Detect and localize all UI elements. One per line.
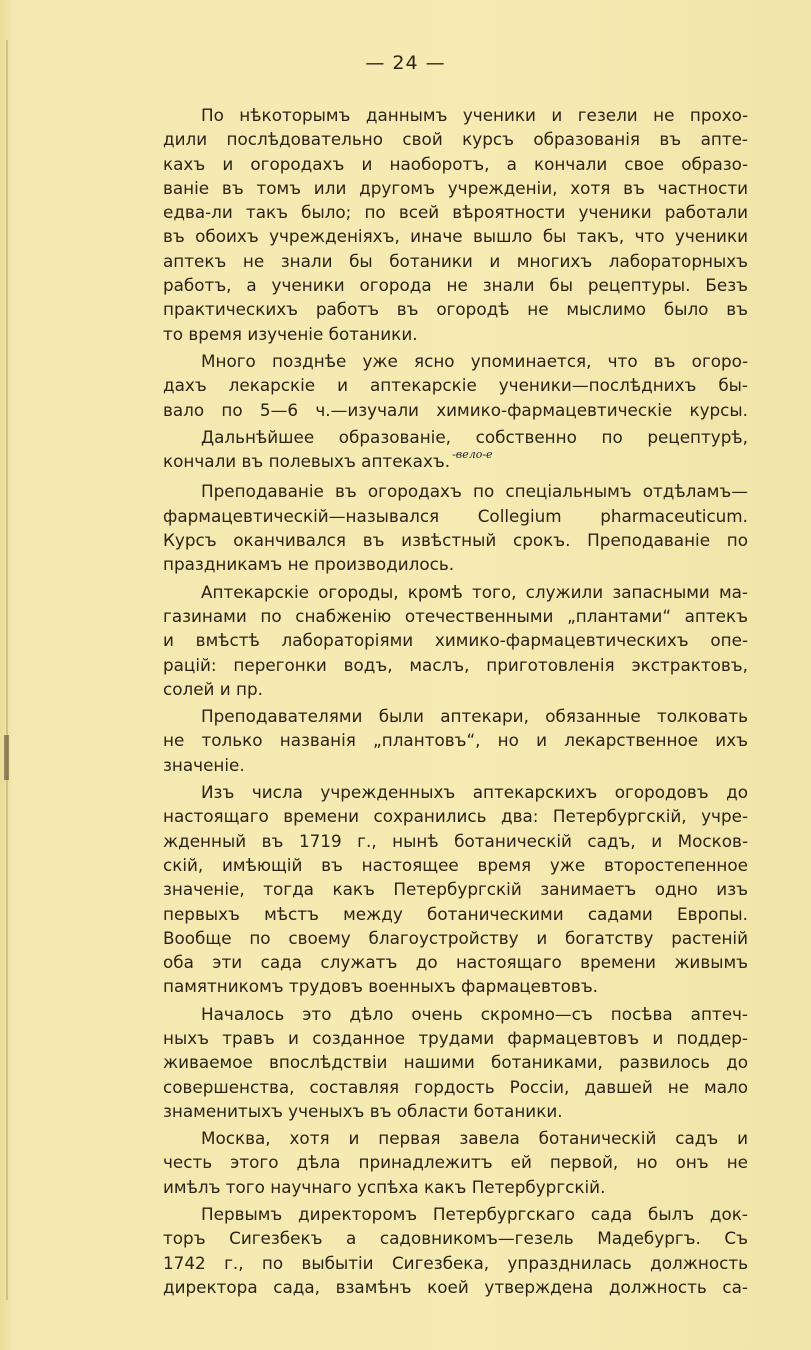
paragraph-7 — [163, 780, 748, 999]
text-line: Дальнѣйшее образованіе, собственно по рецептурѣ, — [201, 426, 748, 447]
text-line: дахъ лекарскіе и аптекарскіе ученики—послѣднихъ бы- — [163, 375, 748, 396]
text-line: памятникомъ трудовъ военныхъ фармацевтовъ. — [163, 976, 599, 997]
text-line: скій, имѣющій въ настоящее время уже второстепенное — [163, 854, 748, 875]
text-line: Москва, хотя и первая завела ботаническій садъ и — [201, 1128, 748, 1149]
text-line: едва-ли такъ было; по всей вѣроятности ученики работали — [163, 202, 748, 223]
text-line: кахъ и огородахъ и наоборотъ, а кончали свое образо- — [163, 153, 748, 174]
paragraph-1 — [163, 103, 748, 346]
text-line: значеніе, тогда какъ Петербургскій занимаетъ одно изъ — [163, 879, 748, 900]
paragraph-6 — [163, 704, 748, 777]
text-line: ныхъ травъ и созданное трудами фармацевтовъ и поддер- — [163, 1027, 748, 1048]
text-line: Началось это дѣло очень скромно—съ посѣва аптеч- — [201, 1003, 748, 1024]
paragraph-2 — [163, 349, 748, 422]
handwritten-note: -вело-е — [452, 448, 493, 462]
text-line: По нѣкоторымъ даннымъ ученики и гезели не прохо- — [201, 105, 748, 125]
body-text — [163, 103, 748, 1302]
text-line: то время изученіе ботаники. — [163, 323, 418, 344]
text-line: Первымъ директоромъ Петербургскаго сада былъ док- — [201, 1204, 748, 1225]
text-line: честь этого дѣла принадлежитъ ей первой, но онъ не — [163, 1152, 748, 1173]
text-line: первыхъ мѣстъ между ботаническими садами Европы. — [163, 903, 748, 924]
text-line: значеніе. — [163, 754, 245, 775]
text-line: директора сада, взамѣнъ коей утверждена должность са- — [163, 1276, 748, 1297]
page-edge-line — [6, 40, 8, 1300]
text-line: аптекъ не знали бы ботаники и многихъ лабораторныхъ — [163, 250, 748, 271]
text-line: практическихъ работъ въ огородѣ не мыслимо было въ — [163, 299, 748, 320]
text-line: въ обоихъ учрежденіяхъ, иначе вышло бы такъ, что ученики — [163, 226, 748, 247]
text-line — [163, 449, 748, 476]
text-line: работъ, а ученики огорода не знали бы рецептуры. Безъ — [163, 275, 748, 296]
paragraph-5 — [163, 580, 748, 701]
text-line: живаемое впослѣдствіи нашими ботаниками, развилось до — [163, 1052, 748, 1073]
text-line: и вмѣстѣ лабораторіями химико-фармацевтическихъ опе- — [163, 630, 748, 651]
text-line: совершенства, составляя гордость Россіи, давшей не мало — [163, 1076, 748, 1097]
text-line: имѣлъ того научнаго успѣха какъ Петербургскій. — [163, 1176, 606, 1197]
text-line: знаменитыхъ ученыхъ въ области ботаники. — [163, 1100, 563, 1121]
text-line: праздникамъ не производилось. — [163, 554, 455, 575]
text-line: 1742 г., по выбытіи Сигезбека, упразднилась должность — [163, 1252, 748, 1273]
text-line: Преподавателями были аптекари, обязанные толковать — [201, 706, 748, 727]
text-line: оба эти сада служатъ до настоящаго времени живымъ — [163, 952, 748, 973]
text-line: Много позднѣе уже ясно упоминается, что въ огоро- — [201, 350, 748, 371]
text-line: солей и пр. — [163, 678, 263, 699]
text-line: дили послѣдовательно свой курсъ образованія въ апте- — [163, 129, 748, 150]
text-line: вало по 5—6 ч.—изучали химико-фармацевтическіе курсы. — [163, 399, 748, 420]
text-line: жденный въ 1719 г., нынѣ ботаническій садъ, и Москов- — [163, 830, 748, 851]
paragraph-3 — [163, 425, 748, 477]
text-line: Курсъ оканчивался въ извѣстный срокъ. Преподаваніе по — [163, 530, 748, 551]
text-line: Аптекарскіе огороды, кромѣ того, служили запасными ма- — [201, 581, 748, 602]
text-line: ваніе въ томъ или другомъ учрежденіи, хотя въ частности — [163, 177, 748, 198]
paragraph-8 — [163, 1002, 748, 1123]
text-line: рацій: перегонки водъ, маслъ, приготовленія экстрактовъ, — [163, 654, 748, 675]
text-line: газинами по снабженію отечественными „плантами“ аптекъ — [163, 605, 748, 626]
paragraph-9 — [163, 1126, 748, 1199]
paragraph-4 — [163, 479, 748, 576]
page-number: — 24 — — [365, 52, 446, 74]
text-line: не только названія „плантовъ“, но и лекарственное ихъ — [163, 730, 748, 751]
text-line-content: кончали въ полевыхъ аптекахъ. — [163, 451, 451, 472]
text-line: торъ Сигезбекъ а садовникомъ—гезель Мадебургъ. Съ — [163, 1228, 748, 1249]
text-line: Вообще по своему благоустройству и богатству растеній — [163, 927, 748, 948]
text-line: настоящаго времени сохранились два: Петербургскій, учре- — [163, 806, 748, 827]
text-line: фармацевтическій—назывался Collegium pharmaceuticum. — [163, 505, 748, 526]
text-line: Изъ числа учрежденныхъ аптекарскихъ огородовъ до — [201, 782, 748, 803]
text-line: Преподаваніе въ огородахъ по спеціальнымъ отдѣламъ— — [201, 481, 748, 502]
paragraph-10 — [163, 1202, 748, 1299]
binding-mark — [4, 735, 9, 780]
